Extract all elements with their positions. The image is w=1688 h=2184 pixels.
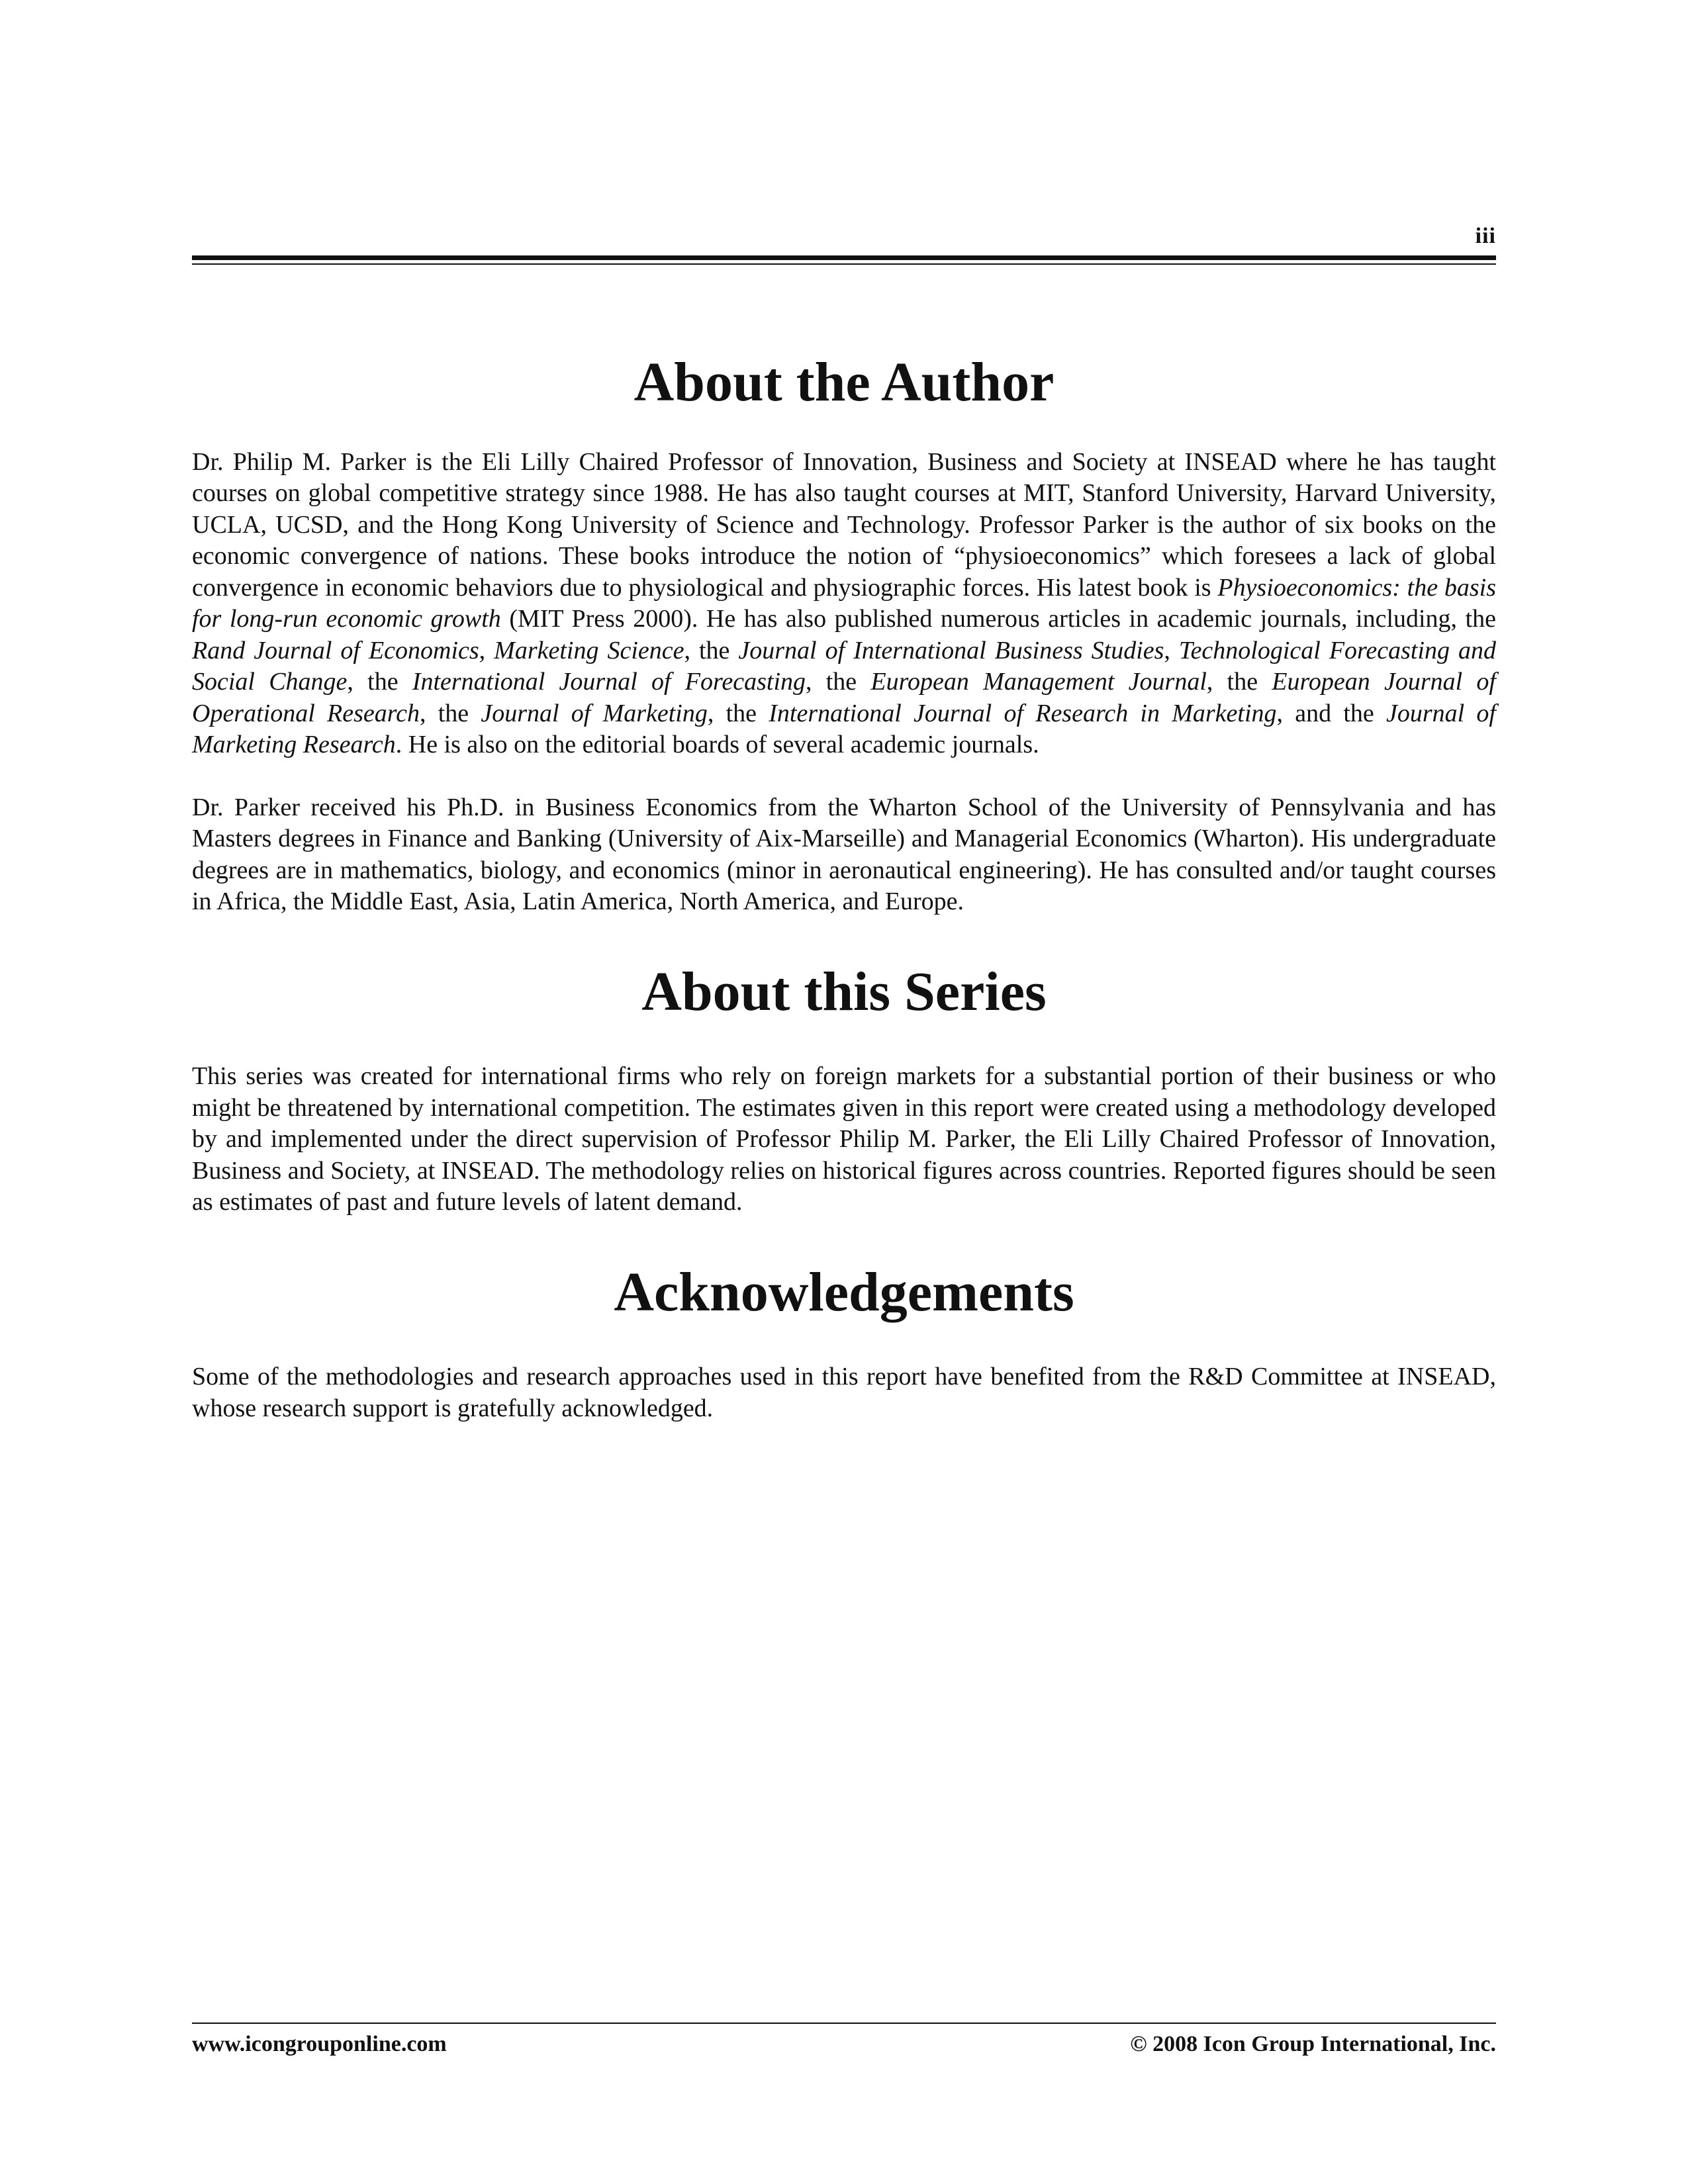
about-author-paragraph-2: Dr. Parker received his Ph.D. in Business Economics from the Wharton School of the University of Pennsylvania and has Masters degrees in Finance and Banking (University of Aix-Marseille) and Managerial Economics (Wharton). His undergraduate degrees are in mathematics, biology, and economics (minor in aeronautical engineering). He has consulted and/or taught courses in Africa, the Middle East, Asia, Latin America, North America, and Europe.	[192, 793, 1496, 916]
text-run: ,	[1164, 636, 1179, 664]
about-author-heading: About the Author	[633, 351, 1055, 413]
footer-copyright: © 2008 Icon Group International, Inc.	[1130, 2032, 1496, 2056]
journal-title: Journal of International Business Studies	[738, 636, 1164, 664]
journal-title: International Journal of Forecasting	[412, 668, 806, 696]
page-number: iii	[1475, 224, 1496, 248]
text-run: . He is also on the editorial boards of several academic journals.	[395, 731, 1039, 759]
about-author-paragraph-1	[192, 447, 1496, 761]
header-rule	[192, 255, 1496, 260]
journal-title: Rand Journal of Economics	[192, 636, 479, 664]
text-run: , the	[419, 699, 481, 727]
text-run: (MIT Press 2000). He has also published numerous articles in academic journals, including, the	[500, 605, 1497, 633]
text-run: Dr. Philip M. Parker is the Eli Lilly Chaired Professor of Innovation, Business and Society at INSEAD where he has taught courses on global competitive strategy since 1988. He has also taught courses at MIT, Stanford University, Harvard University, UCLA, UCSD, and the Hong Kong University of Science and Technology. Professor Parker is the author of six books on the economic convergence of nations. These books introduce the notion of “physioeconomics” which foresees a lack of global convergence in economic behaviors due to physiological and physiographic forces. His latest book is	[192, 447, 1496, 602]
header-rule-thin	[192, 263, 1496, 265]
about-series-paragraph: This series was created for international firms who rely on foreign markets for a substantial portion of their business or who might be threatened by international competition. The estimates given in this report were created using a methodology developed by and implemented under the direct supervision of Professor Philip M. Parker, the Eli Lilly Chaired Professor of Innovation, Business and Society, at INSEAD. The methodology relies on historical figures across countries. Reported figures should be seen as estimates of past and future levels of latent demand.	[192, 1062, 1496, 1216]
text-run: , the	[806, 668, 871, 696]
page-content	[192, 351, 1496, 1424]
journal-title: Journal of Marketing Research	[192, 699, 1496, 759]
journal-title: Journal of Marketing	[481, 699, 708, 727]
journal-title: International Journal of Research in Marketing	[769, 699, 1277, 727]
journal-title: Physioeconomics: the basis for long-run economic growth	[192, 573, 1496, 633]
acknowledgements-paragraph: Some of the methodologies and research approaches used in this report have benefited from the R&D Committee at INSEAD, whose research support is gratefully acknowledged.	[192, 1363, 1496, 1422]
acknowledgements-heading: Acknowledgements	[614, 1261, 1074, 1323]
journal-title: European Management Journal	[870, 668, 1207, 696]
journal-title: Technological Forecasting and Social Change	[192, 636, 1497, 696]
about-series-heading: About this Series	[641, 960, 1047, 1023]
text-run: , and the	[1276, 699, 1386, 727]
footer-rule	[192, 2023, 1496, 2024]
text-run: ,	[479, 636, 494, 664]
journal-title: European Journal of Operational Research	[192, 668, 1496, 727]
journal-title: Marketing Science	[494, 636, 684, 664]
text-run: , the	[684, 636, 739, 664]
text-run: , the	[347, 668, 412, 696]
text-run: , the	[1206, 668, 1272, 696]
text-run: , the	[707, 699, 769, 727]
footer-website: www.icongrouponline.com	[192, 2032, 447, 2056]
